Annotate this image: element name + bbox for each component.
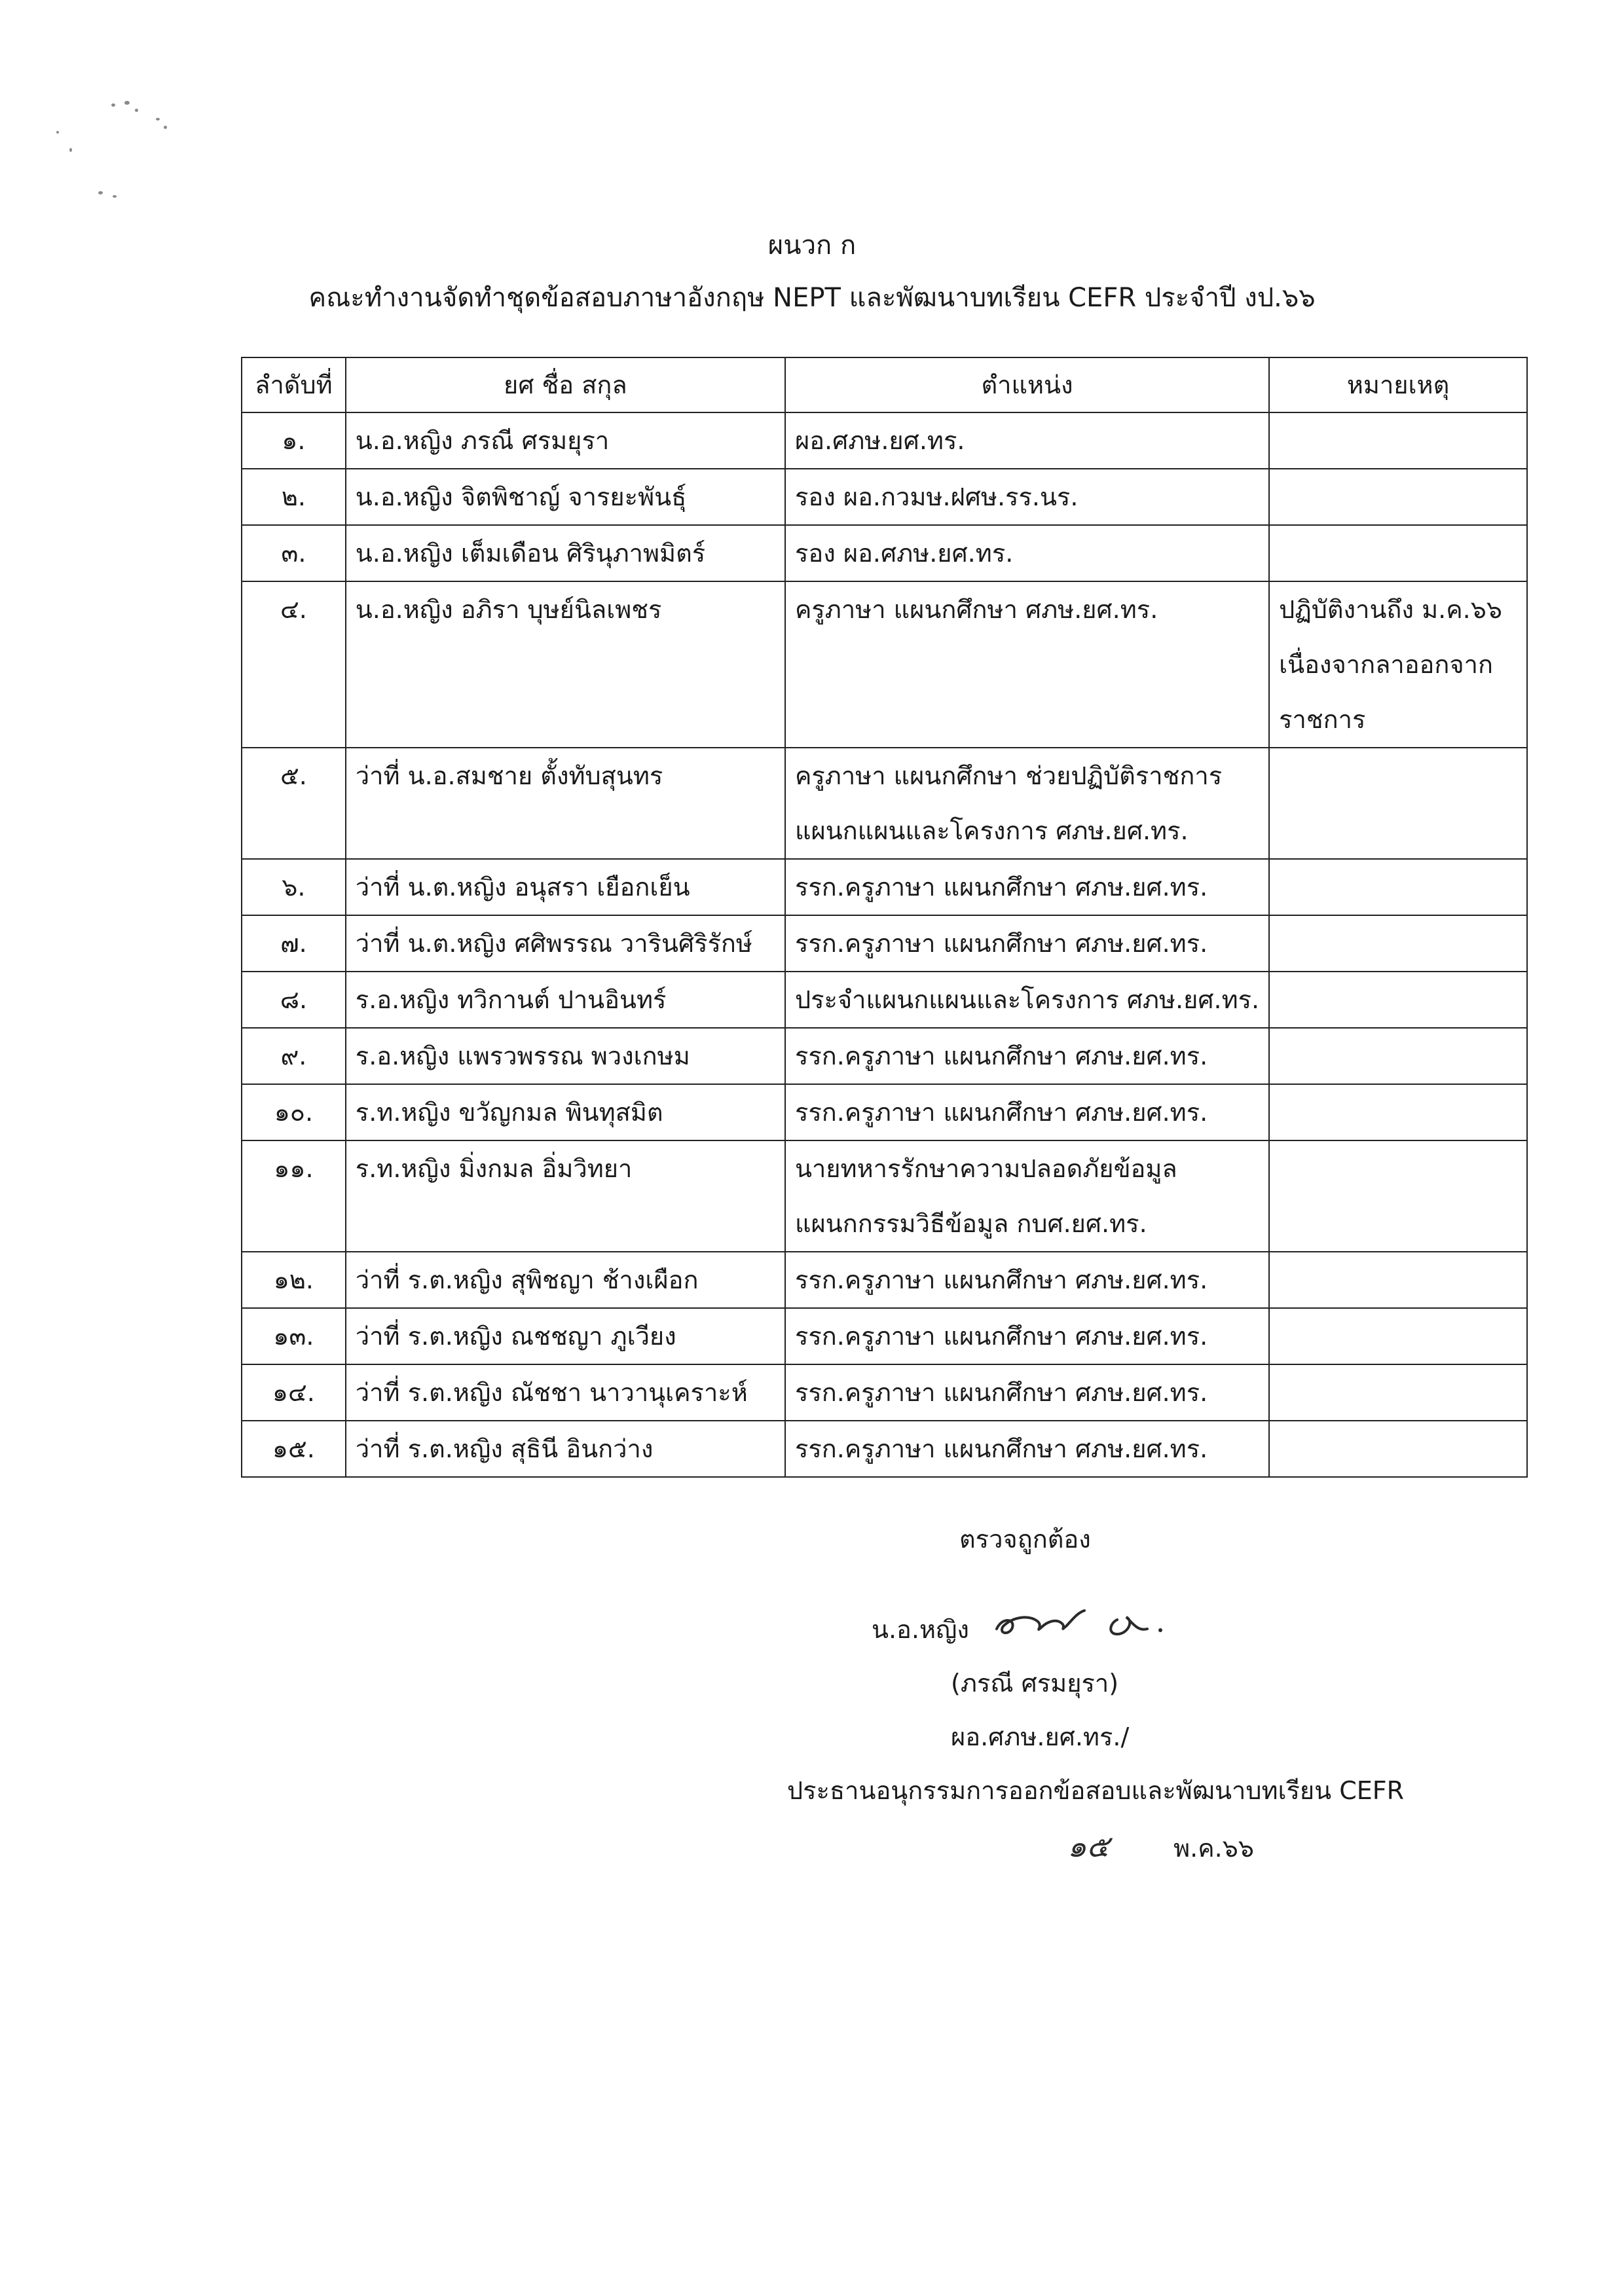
row-remark — [1269, 412, 1527, 469]
row-number: ๖. — [242, 859, 346, 915]
row-remark — [1269, 1140, 1527, 1252]
table-row — [242, 1421, 1527, 1477]
row-position: ผอ.ศภษ.ยศ.ทร. — [785, 412, 1269, 469]
row-name: ร.ท.หญิง มิ่งกมล อิ่มวิทยา — [346, 1140, 785, 1252]
table-row — [242, 972, 1527, 1028]
annex-heading: ผนวก ก — [767, 230, 857, 261]
table-row — [242, 412, 1527, 469]
table-row — [242, 859, 1527, 915]
row-remark: ปฏิบัติงานถึง ม.ค.๖๖ เนื่องจากลาออกจาก ราชการ — [1269, 581, 1527, 748]
scan-specks — [98, 92, 177, 216]
row-position: รรก.ครูภาษา แผนกศึกษา ศภษ.ยศ.ทร. — [785, 1028, 1269, 1084]
row-number: ๑๔. — [242, 1364, 346, 1421]
row-position: รรก.ครูภาษา แผนกศึกษา ศภษ.ยศ.ทร. — [785, 915, 1269, 972]
committee-table — [241, 357, 1528, 1478]
table-row — [242, 1364, 1527, 1421]
row-remark — [1269, 859, 1527, 915]
table-row — [242, 581, 1527, 748]
row-position: รรก.ครูภาษา แผนกศึกษา ศภษ.ยศ.ทร. — [785, 1421, 1269, 1477]
row-number: ๑๐. — [242, 1084, 346, 1140]
row-remark — [1269, 972, 1527, 1028]
row-number: ๘. — [242, 972, 346, 1028]
row-number: ๑๒. — [242, 1252, 346, 1308]
row-number: ๓. — [242, 525, 346, 581]
row-name: ว่าที่ ร.ต.หญิง ณัชชา นาวานุเคราะห์ — [346, 1364, 785, 1421]
row-position: รอง ผอ.ศภษ.ยศ.ทร. — [785, 525, 1269, 581]
row-name: ว่าที่ น.ต.หญิง อนุสรา เยือกเย็น — [346, 859, 785, 915]
row-remark — [1269, 748, 1527, 859]
row-name: น.อ.หญิง จิตพิชาญ์ จารยะพันธุ์ — [346, 469, 785, 525]
row-remark — [1269, 469, 1527, 525]
table-row — [242, 1308, 1527, 1364]
row-name: ว่าที่ ร.ต.หญิง ณชชญา ภูเวียง — [346, 1308, 785, 1364]
table-row — [242, 1140, 1527, 1252]
row-name: น.อ.หญิง เต็มเดือน ศิรินุภาพมิตร์ — [346, 525, 785, 581]
row-name: ร.อ.หญิง ทวิกานต์ ปานอินทร์ — [346, 972, 785, 1028]
row-number: ๑. — [242, 412, 346, 469]
row-name: น.อ.หญิง อภิรา บุษย์นิลเพชร — [346, 581, 785, 748]
row-name: ร.อ.หญิง แพรวพรรณ พวงเกษม — [346, 1028, 785, 1084]
row-position: นายทหารรักษาความปลอดภัยข้อมูล แผนกกรรมวิธีข้อมูล กบศ.ยศ.ทร. — [785, 1140, 1269, 1252]
signature-date — [1067, 1823, 1254, 1870]
row-number: ๒. — [242, 469, 346, 525]
row-position: รรก.ครูภาษา แผนกศึกษา ศภษ.ยศ.ทร. — [785, 859, 1269, 915]
row-position: รรก.ครูภาษา แผนกศึกษา ศภษ.ยศ.ทร. — [785, 1308, 1269, 1364]
row-name: ว่าที่ น.อ.สมชาย ตั้งทับสุนทร — [346, 748, 785, 859]
row-remark — [1269, 1364, 1527, 1421]
row-remark — [1269, 1028, 1527, 1084]
table-row — [242, 469, 1527, 525]
signer-name: (ภรณี ศรมยุรา) — [951, 1669, 1119, 1698]
table-row — [242, 1028, 1527, 1084]
row-remark — [1269, 1421, 1527, 1477]
row-position: ประจำแผนกแผนและโครงการ ศภษ.ยศ.ทร. — [785, 972, 1269, 1028]
row-number: ๕. — [242, 748, 346, 859]
row-number: ๗. — [242, 915, 346, 972]
row-name: ว่าที่ ร.ต.หญิง สุพิชญา ช้างเผือก — [346, 1252, 785, 1308]
header-remark: หมายเหตุ — [1269, 357, 1527, 412]
row-remark — [1269, 525, 1527, 581]
row-position: รรก.ครูภาษา แผนกศึกษา ศภษ.ยศ.ทร. — [785, 1084, 1269, 1140]
table-body — [242, 412, 1527, 1477]
row-name: ว่าที่ ร.ต.หญิง สุธินี อินกว่าง — [346, 1421, 785, 1477]
header-position: ตำแหน่ง — [785, 357, 1269, 412]
header-name: ยศ ชื่อ สกุล — [346, 357, 785, 412]
row-position: รรก.ครูภาษา แผนกศึกษา ศภษ.ยศ.ทร. — [785, 1252, 1269, 1308]
row-number: ๑๕. — [242, 1421, 346, 1477]
row-name: ร.ท.หญิง ขวัญกมล พินทุสมิต — [346, 1084, 785, 1140]
table-row — [242, 525, 1527, 581]
row-remark — [1269, 915, 1527, 972]
table-row — [242, 748, 1527, 859]
table-row — [242, 915, 1527, 972]
row-name: น.อ.หญิง ภรณี ศรมยุรา — [346, 412, 785, 469]
row-position: รรก.ครูภาษา แผนกศึกษา ศภษ.ยศ.ทร. — [785, 1364, 1269, 1421]
header-number: ลำดับที่ — [242, 357, 346, 412]
verified-label: ตรวจถูกต้อง — [959, 1525, 1091, 1554]
table-row — [242, 1084, 1527, 1140]
row-position: รอง ผอ.กวมษ.ฝศษ.รร.นร. — [785, 469, 1269, 525]
table-row — [242, 1252, 1527, 1308]
document-title: คณะทำงานจัดทำชุดข้อสอบภาษาอังกฤษ NEPT และพัฒนาบทเรียน CEFR ประจำปี งป.๖๖ — [308, 283, 1316, 313]
row-name: ว่าที่ น.ต.หญิง ศศิพรรณ วารินศิริรักษ์ — [346, 915, 785, 972]
row-remark — [1269, 1084, 1527, 1140]
date-month-year: พ.ค.๖๖ — [1173, 1834, 1254, 1863]
row-number: ๔. — [242, 581, 346, 748]
row-number: ๑๓. — [242, 1308, 346, 1364]
row-position: ครูภาษา แผนกศึกษา ศภษ.ยศ.ทร. — [785, 581, 1269, 748]
handwritten-day: ๑๕ — [1067, 1829, 1110, 1864]
row-number: ๙. — [242, 1028, 346, 1084]
row-number: ๑๑. — [242, 1140, 346, 1252]
handwritten-signature — [989, 1597, 1179, 1650]
row-remark — [1269, 1252, 1527, 1308]
row-remark — [1269, 1308, 1527, 1364]
row-position: ครูภาษา แผนกศึกษา ช่วยปฏิบัติราชการ แผนกแผนและโครงการ ศภษ.ยศ.ทร. — [785, 748, 1269, 859]
signer-chair-title: ประธานอนุกรรมการออกข้อสอบและพัฒนาบทเรียน CEFR — [787, 1776, 1405, 1805]
signer-position: ผอ.ศภษ.ยศ.ทร./ — [951, 1722, 1130, 1751]
signer-rank: น.อ.หญิง — [872, 1615, 969, 1644]
table-header — [242, 357, 1527, 412]
